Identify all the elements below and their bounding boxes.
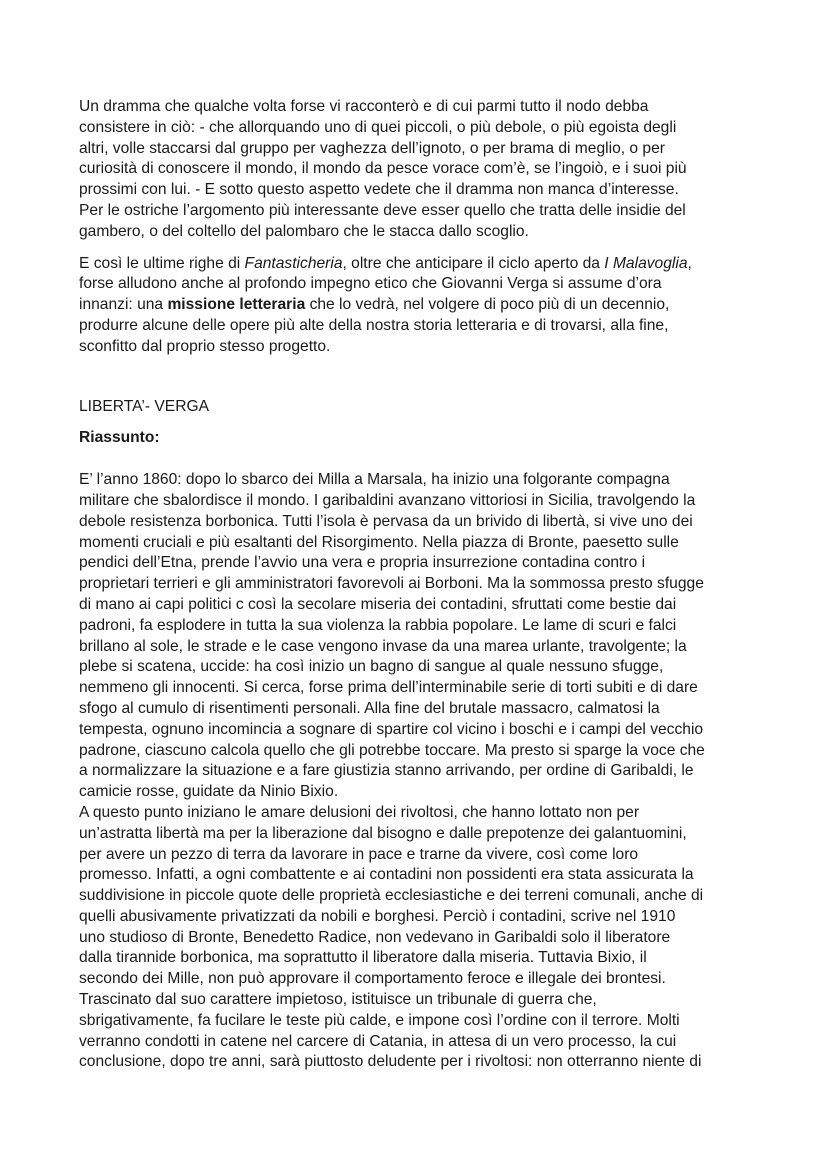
text-line: conclusione, dopo tre anni, sarà piuttosto deludente per i rivoltosi: non otterranno niente di [79, 1053, 702, 1071]
text-line: militare che sbalordisce il mondo. I garibaldini avanzano vittoriosi in Sicilia, travolgendo la [79, 491, 696, 509]
text-line: promesso. Infatti, a ogni combattente e ai contadini non possidenti era stata assicurata la [79, 866, 694, 884]
summary-paragraph-1 [79, 470, 769, 803]
text-line: plebe si scatena, uccide: ha così inizio un bagno di sangue al quale nessuno sfugge, [79, 658, 664, 676]
summary-paragraph-2 [79, 803, 769, 1073]
text-line: secondo dei Mille, non può approvare il comportamento feroce e illegale dei brontesi. [79, 970, 666, 988]
text-line: gambero, o del coltello del palombaro che le stacca dallo scoglio. [79, 222, 529, 240]
text-line: debole resistenza borbonica. Tutti l’isola è pervasa da un brivido di libertà, si vive uno dei [79, 512, 693, 530]
text-run: E così le ultime righe di [79, 254, 245, 272]
text-run: , [687, 254, 692, 272]
text-line: sconfitto dal proprio stesso progetto. [79, 337, 331, 355]
text-line: padrone, ciascuno calcola quello che gli potrebbe toccare. Ma presto si sparge la voce che [79, 741, 705, 759]
document-page [79, 97, 769, 1073]
text-line: per avere un pezzo di terra da lavorare in pace e trarne da vivere, così come loro [79, 845, 639, 863]
text-line: camicie rosse, guidate da Ninio Bixio. [79, 783, 339, 801]
text-line: produrre alcune delle opere più alte della nostra storia letteraria e di trovarsi, alla fine, [79, 316, 669, 334]
text-line [79, 254, 769, 275]
text-line [79, 295, 769, 316]
text-line: A questo punto iniziano le amare delusioni dei rivoltosi, che hanno lottato non per [79, 803, 640, 821]
text-line: momenti cruciali e più esaltanti del Risorgimento. Nella piazza di Bronte, paesetto sulle [79, 533, 679, 551]
text-line: dalla tirannide borbonica, ma soprattutto il liberatore dalla miseria. Tuttavia Bixio, il [79, 949, 647, 967]
section-spacer [79, 358, 769, 397]
text-line: verranno condotti in catene nel carcere di Catania, in attesa di un vero processo, la cui [79, 1032, 677, 1050]
text-line: nemmeno gli innocenti. Si cerca, forse prima dell’interminabile serie di torti subiti e di dare [79, 679, 698, 697]
text-line: uno studioso di Bronte, Benedetto Radice, non vedevano in Garibaldi solo il liberatore [79, 928, 671, 946]
text-line: un’astratta libertà ma per la liberazione dal bisogno e dalle prepotenze dei galantuomini, [79, 824, 687, 842]
intro-quote-paragraph [79, 97, 769, 243]
text-line: curiosità di conoscere il mondo, il mondo da pesce vorace com’è, se l’ingoiò, e i suoi più [79, 160, 687, 178]
text-line: pendici dell’Etna, prende l’avvio una vera e propria insurrezione contadina contro i [79, 554, 646, 572]
text-line: consistere in ciò: - che allorquando uno di quei piccoli, o più debole, o più egoista degli [79, 118, 677, 136]
work-title-malavoglia: I Malavoglia [604, 254, 688, 272]
text-run: che lo vedrà, nel volgere di poco più di un decennio, [305, 296, 670, 314]
text-line: altri, volle staccarsi dal gruppo per vaghezza dell’ignoto, o per brama di meglio, o per [79, 139, 665, 157]
text-line: sfogo al cumulo di risentimenti personali. Alla fine del brutale massacro, calmatosi la [79, 699, 660, 717]
text-line: Per le ostriche l’argomento più interessante deve esser quello che tratta delle insidie del [79, 201, 686, 219]
bold-phrase: missione letteraria [167, 296, 306, 314]
commentary-paragraph [79, 254, 769, 358]
text-line: Un dramma che qualche volta forse vi racconterò e di cui parmi tutto il nodo debba [79, 98, 649, 115]
work-title-fantasticheria: Fantasticheria [244, 254, 343, 272]
text-line: tempesta, ognuno incomincia a sognare di spartire col vicino i boschi e i campi del vecchio [79, 720, 704, 738]
text-line: a normalizzare la situazione e a fare giustizia stanno arrivando, per ordine di Garibaldi, le [79, 762, 694, 780]
heading-spacer [79, 417, 769, 428]
text-line: sbrigativamente, fa fucilare le teste più calde, e impone così l’ordine con il terrore. Molti [79, 1011, 680, 1029]
text-line: di mano ai capi politici c così la secolare miseria dei contadini, sfruttati come bestie dai [79, 595, 677, 613]
section-subtitle: Riassunto: [79, 429, 160, 447]
text-line: forse alludono anche al profondo impegno etico che Giovanni Verga si assume d’ora [79, 275, 662, 293]
text-run: innanzi: una [79, 296, 168, 314]
text-line: padroni, fa esplodere in tutta la sua violenza la rabbia popolare. Le lame di scuri e falci [79, 616, 677, 634]
text-run: , oltre che anticipare il ciclo aperto da [342, 254, 605, 272]
text-line: Trascinato dal suo carattere impietoso, istituisce un tribunale di guerra che, [79, 991, 597, 1009]
section-spacer [79, 449, 769, 470]
section-title: LIBERTA’- VERGA [79, 397, 209, 415]
text-line: E’ l’anno 1860: dopo lo sbarco dei Milla a Marsala, ha inizio una folgorante compagna [79, 471, 670, 489]
text-line: suddivisione in piccole quote delle proprietà ecclesiastiche e dei terreni comunali, anche di [79, 887, 704, 905]
text-line: proprietari terrieri e gli amministratori favorevoli ai Borboni. Ma la sommossa presto sfugge [79, 575, 704, 593]
text-line: brillano al sole, le strade e le case vengono invase da una marea urlante, travolgente; la [79, 637, 687, 655]
text-line: prossimi con lui. - E sotto questo aspetto vedete che il dramma non manca d’interesse. [79, 181, 679, 199]
paragraph-spacer [79, 243, 769, 254]
text-line: quelli abusivamente privatizzati da nobili e borghesi. Perciò i contadini, scrive nel 1910 [79, 907, 676, 925]
